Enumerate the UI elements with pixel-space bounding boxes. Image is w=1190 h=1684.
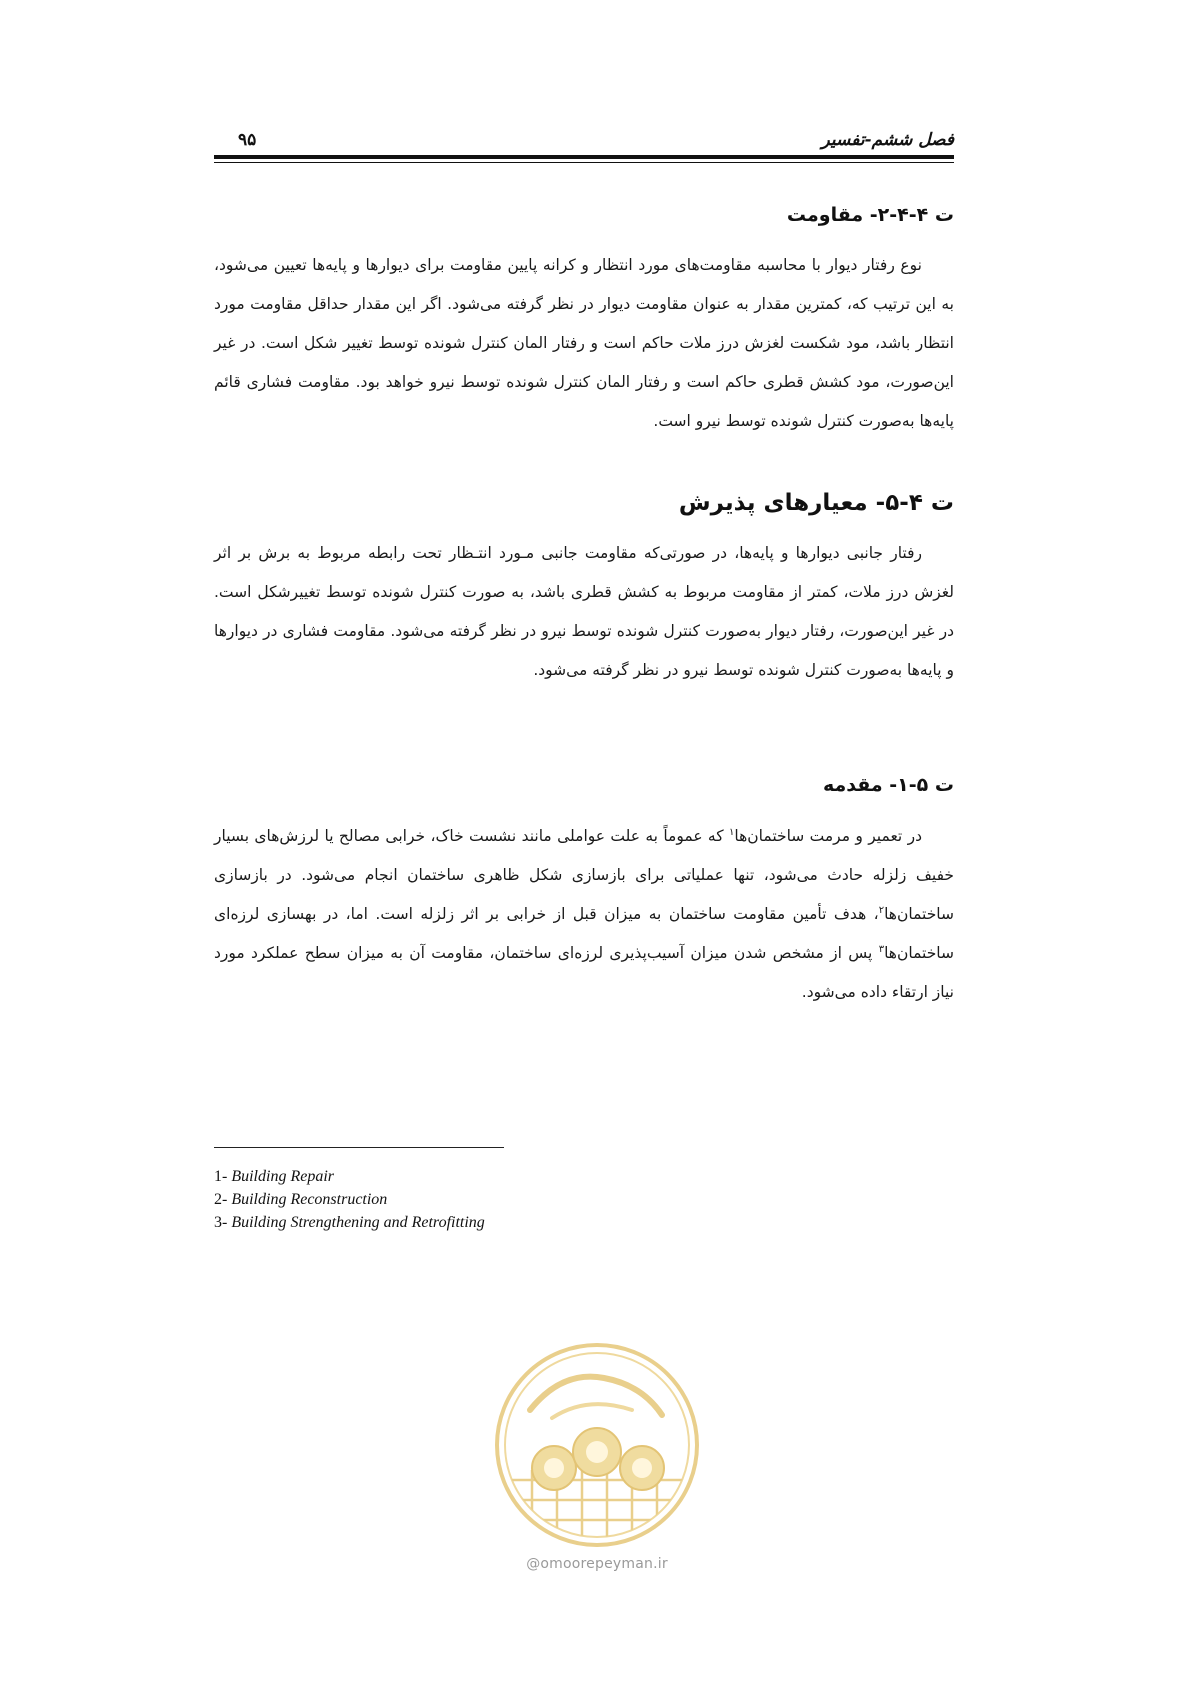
paragraph-introduction — [214, 817, 954, 1012]
footnote-ref-2: ۲ — [878, 904, 885, 916]
intro-text-2: که عموماً به علت عواملی مانند نشست خاک، خرابی مصالح یا لرزش‌های بسیار خفیف زلزله حادث می‌شود، تنها عملیاتی برای بازسازی شکل ظاهری ساختمان انجام می‌شود. در بازسازی ساختمان‌ها — [214, 827, 954, 923]
footnote-ref-3: ۳ — [878, 943, 885, 955]
footnote-1: 1- Building Repair — [214, 1168, 334, 1185]
footnote-2: 2- Building Reconstruction — [214, 1191, 388, 1208]
watermark-logo — [492, 1340, 702, 1590]
footnote-3: 3- Building Strengthening and Retrofitting — [214, 1214, 485, 1231]
section-heading-resistance: ت ۴-۴-۲- مقاومت — [786, 204, 954, 226]
footnotes — [214, 1165, 814, 1234]
watermark-seal-icon — [492, 1340, 702, 1550]
body-text — [214, 0, 954, 1100]
intro-text-3: ، هدف تأمین مقاومت ساختمان به میزان قبل از خرابی بر اثر زلزله است. اما، در بهسازی لرزه‌ای ساختمان‌ها — [214, 905, 954, 962]
paragraph-acceptance-criteria: رفتار جانبی دیوارها و پایه‌ها، در صورتی‌که مقاومت جانبی مـورد انتـظار تحت رابطه مربوط به برش بر اثر لغزش درز ملات، کمتر از مقاومت مربوط به کشش قطری باشد، به صورت کنترل شونده توسط تغییرشکل است. در غیر این‌صورت، رفتار دیوار به‌صورت کنترل شونده توسط نیرو در نظر گرفته می‌شود. مقاومت فشاری در دیوارها و پایه‌ها به‌صورت کنترل شونده توسط نیرو در نظر گرفته می‌شود. — [214, 544, 954, 679]
intro-text-4: پس از مشخص شدن میزان آسیب‌پذیری لرزه‌ای ساختمان، مقاومت آن به میزان سطح عملکرد مورد نیاز ارتقاء داده می‌شود. — [214, 944, 954, 1001]
page-number: ۹۵ — [238, 130, 257, 150]
section-heading-introduction: ت ۵-۱- مقدمه — [822, 774, 954, 796]
paragraph-resistance: نوع رفتار دیوار با محاسبه مقاومت‌های مورد انتظار و کرانه پایین مقاومت برای دیوارها و پایه‌ها تعیین می‌شود، به این ترتیب که، کمترین مقدار به عنوان مقاومت دیوار در نظر گرفته می‌شود. اگر این مقدار حداقل مقاومت مورد انتظار باشد، مود شکست لغزش درز ملات حاکم است و رفتار المان کنترل شونده توسط تغییر شکل است. در غیر این‌صورت، مود کشش قطری حاکم است و رفتار المان کنترل شونده توسط نیرو خواهد بود. مقاومت فشاری قائم پایه‌ها به‌صورت کنترل شونده توسط نیرو است. — [214, 256, 954, 430]
section-heading-acceptance-criteria: ت ۴-۵- معیارهای پذیرش — [678, 490, 954, 516]
chapter-title: فصل ششم-تفسیر — [821, 130, 954, 150]
footnote-ref-1: ۱ — [728, 826, 735, 838]
watermark-url: @omoorepeyman.ir — [526, 1556, 668, 1572]
intro-text-1: در تعمیر و مرمت ساختمان‌ها — [734, 827, 922, 845]
footnote-separator — [214, 1147, 504, 1148]
